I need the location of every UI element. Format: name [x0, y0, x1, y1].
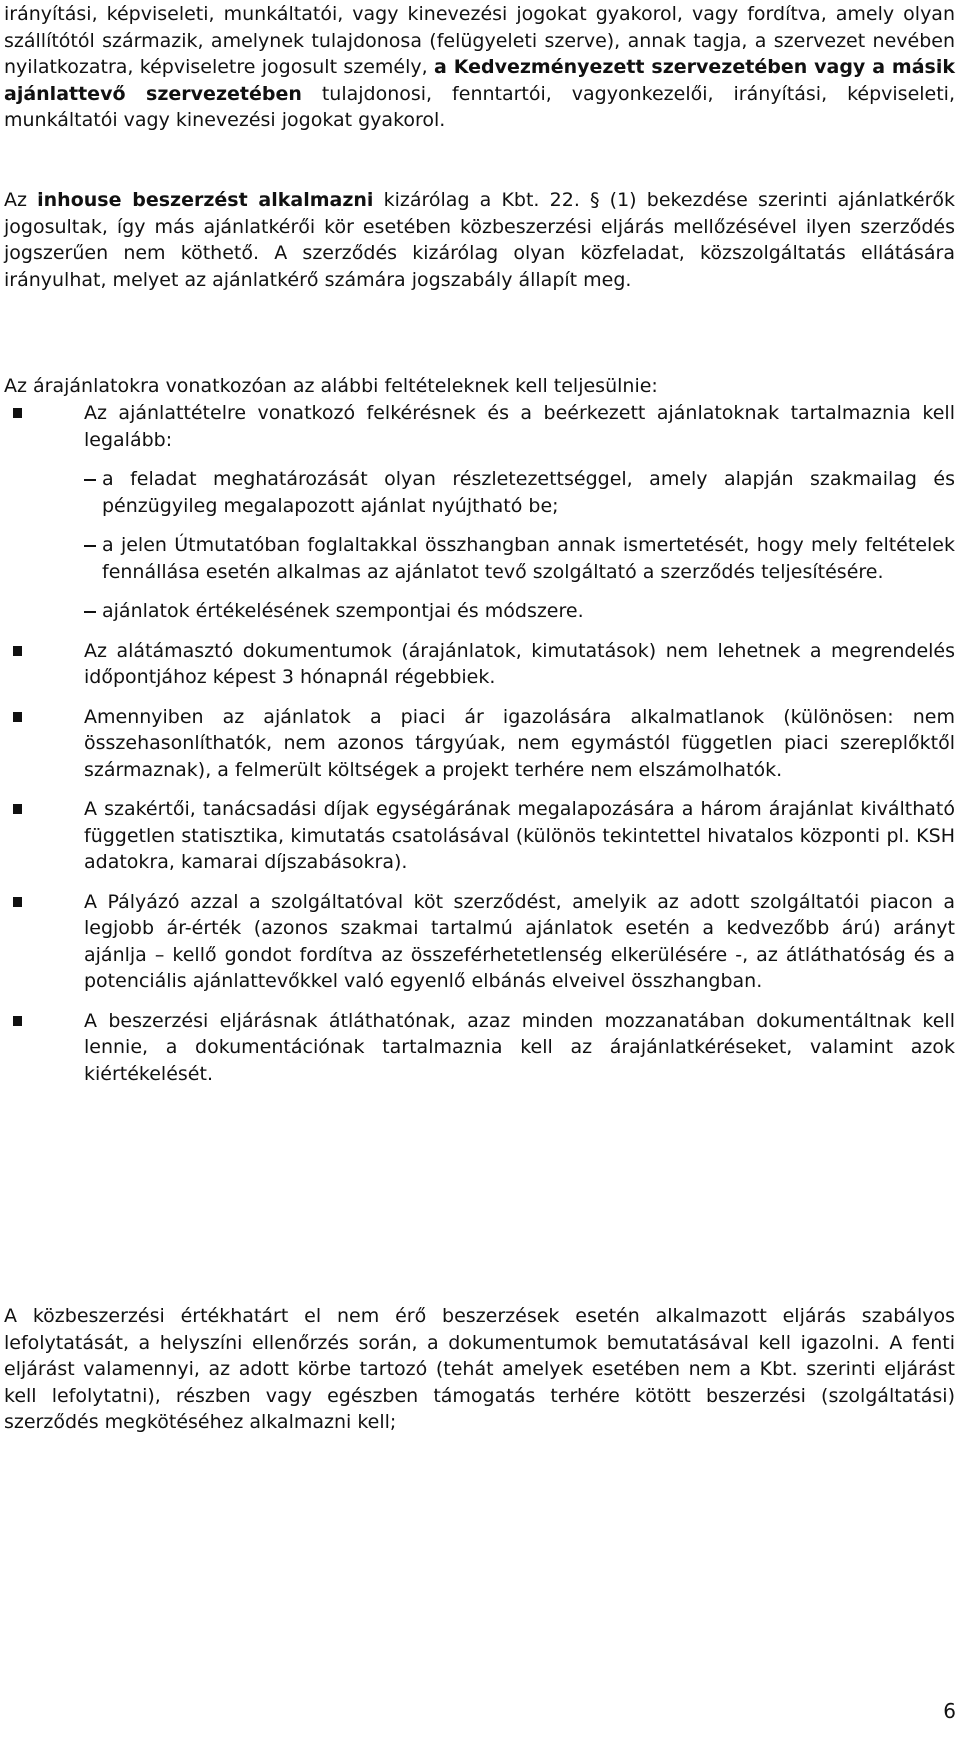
list-item: A Pályázó azzal a szolgáltatóval köt szerződést, amelyik az adott szolgáltatói piacon a legjobb ár-érték (azonos szakmai tartalmú ajánlatok esetén a kedvezőbb árú) arányt ajánlja – kellő gondot fordítva az összeférhetetlenség elkerülésére -, az átláthatóság és a potenciális ajánlattevőkkel való egyenlő elbánás elveivel összhangban. [4, 889, 955, 995]
list-item: Amennyiben az ajánlatok a piaci ár igazolására alkalmatlanok (különösen: nem összehasonlíthatók, nem azonos tárgyúak, nem egymástól független piaci szereplőktől származnak), a felmerült költségek a projekt terhére nem elszámolhatók. [4, 704, 955, 784]
bold-phrase: inhouse beszerzést alkalmazni [37, 189, 374, 211]
paragraph-intro: Az árajánlatokra vonatkozóan az alábbi feltételeknek kell teljesülnie: [4, 375, 658, 397]
list-item: Az ajánlattételre vonatkozó felkérésnek és a beérkezett ajánlatoknak tartalmaznia kell legalább: [4, 400, 955, 453]
bullet-square-icon [13, 712, 22, 722]
bullet-square-icon [13, 804, 22, 814]
conditions-list [4, 400, 955, 1087]
paragraph-ownership: irányítási, képviseleti, munkáltatói, vagy kinevezési jogokat gyakorol, vagy fordítva, amely olyan szállítótól származik, amelynek tulajdonosa (felügyeleti szerve), annak tagja, a szervezet nevében nyilatkozatra, képviseletre jogosult személy, a Kedvezményezett szervezetében vagy a másik ajánlattevő szervezetében tulajdonosi, fenntartói, vagyonkezelői, irányítási, képviseleti, munkáltatói vagy kinevezési jogokat gyakorol. [4, 3, 956, 131]
bullet-square-icon [13, 408, 22, 418]
bullet-square-icon [13, 646, 22, 656]
paragraph-inhouse: Az inhouse beszerzést alkalmazni kizárólag a Kbt. 22. § (1) bekezdése szerinti ajánlatkérők jogosultak, így más ajánlatkérői kör esetében közbeszerzési eljárás mellőzésével ilyen szerződés jogszerűen nem köthető. A szerződés kizárólag olyan közfeladat, közszolgáltatás ellátására irányulhat, melyet az ajánlatkérő számára jogszabály állapít meg. [4, 189, 956, 291]
list-item: A szakértői, tanácsadási díjak egységárának megalapozására a három árajánlat kiváltható független statisztika, kimutatás csatolásával (különös tekintettel hivatalos központi pl. KSH adatokra, kamarai díjszabásokra). [4, 796, 955, 876]
dash-icon [84, 545, 96, 547]
sub-list-item: a jelen Útmutatóban foglaltakkal összhangban annak ismertetését, hogy mely feltételek fennállása esetén alkalmas az ajánlatot tevő szolgáltató a szerződés teljesítésére. [4, 532, 955, 585]
list-item: A beszerzési eljárásnak átláthatónak, azaz minden mozzanatában dokumentáltnak kell lennie, a dokumentációnak tartalmaznia kell az árajánlatkéréseket, valamint azok kiértékelését. [4, 1008, 955, 1088]
list-item: Az alátámasztó dokumentumok (árajánlatok, kimutatások) nem lehetnek a megrendelés időpontjához képest 3 hónapnál régebbiek. [4, 638, 955, 691]
dash-icon [84, 611, 96, 613]
bold-phrase: a Kedvezményezett szervezetében vagy a másik ajánlattevő szervezetében [4, 56, 956, 105]
bullet-square-icon [13, 897, 22, 907]
sub-list-item: ajánlatok értékelésének szempontjai és módszere. [4, 598, 955, 625]
page-number: 6 [943, 1698, 956, 1723]
bullet-square-icon [13, 1016, 22, 1026]
paragraph-procedure: A közbeszerzési értékhatárt el nem érő beszerzések esetén alkalmazott eljárás szabályos lefolytatását, a helyszíni ellenőrzés során, a dokumentumok bemutatásával kell igazolni. A fenti eljárást valamennyi, az adott körbe tartozó (tehát amelyek esetében nem a Kbt. szerinti eljárást kell lefolytatni), részben vagy egészben támogatás terhére kötött beszerzési (szolgáltatási) szerződés megkötéséhez alkalmazni kell; [4, 1305, 955, 1433]
sub-list-item: a feladat meghatározását olyan részletezettséggel, amely alapján szakmailag és pénzügyileg megalapozott ajánlat nyújtható be; [4, 466, 955, 519]
dash-icon [84, 479, 96, 481]
